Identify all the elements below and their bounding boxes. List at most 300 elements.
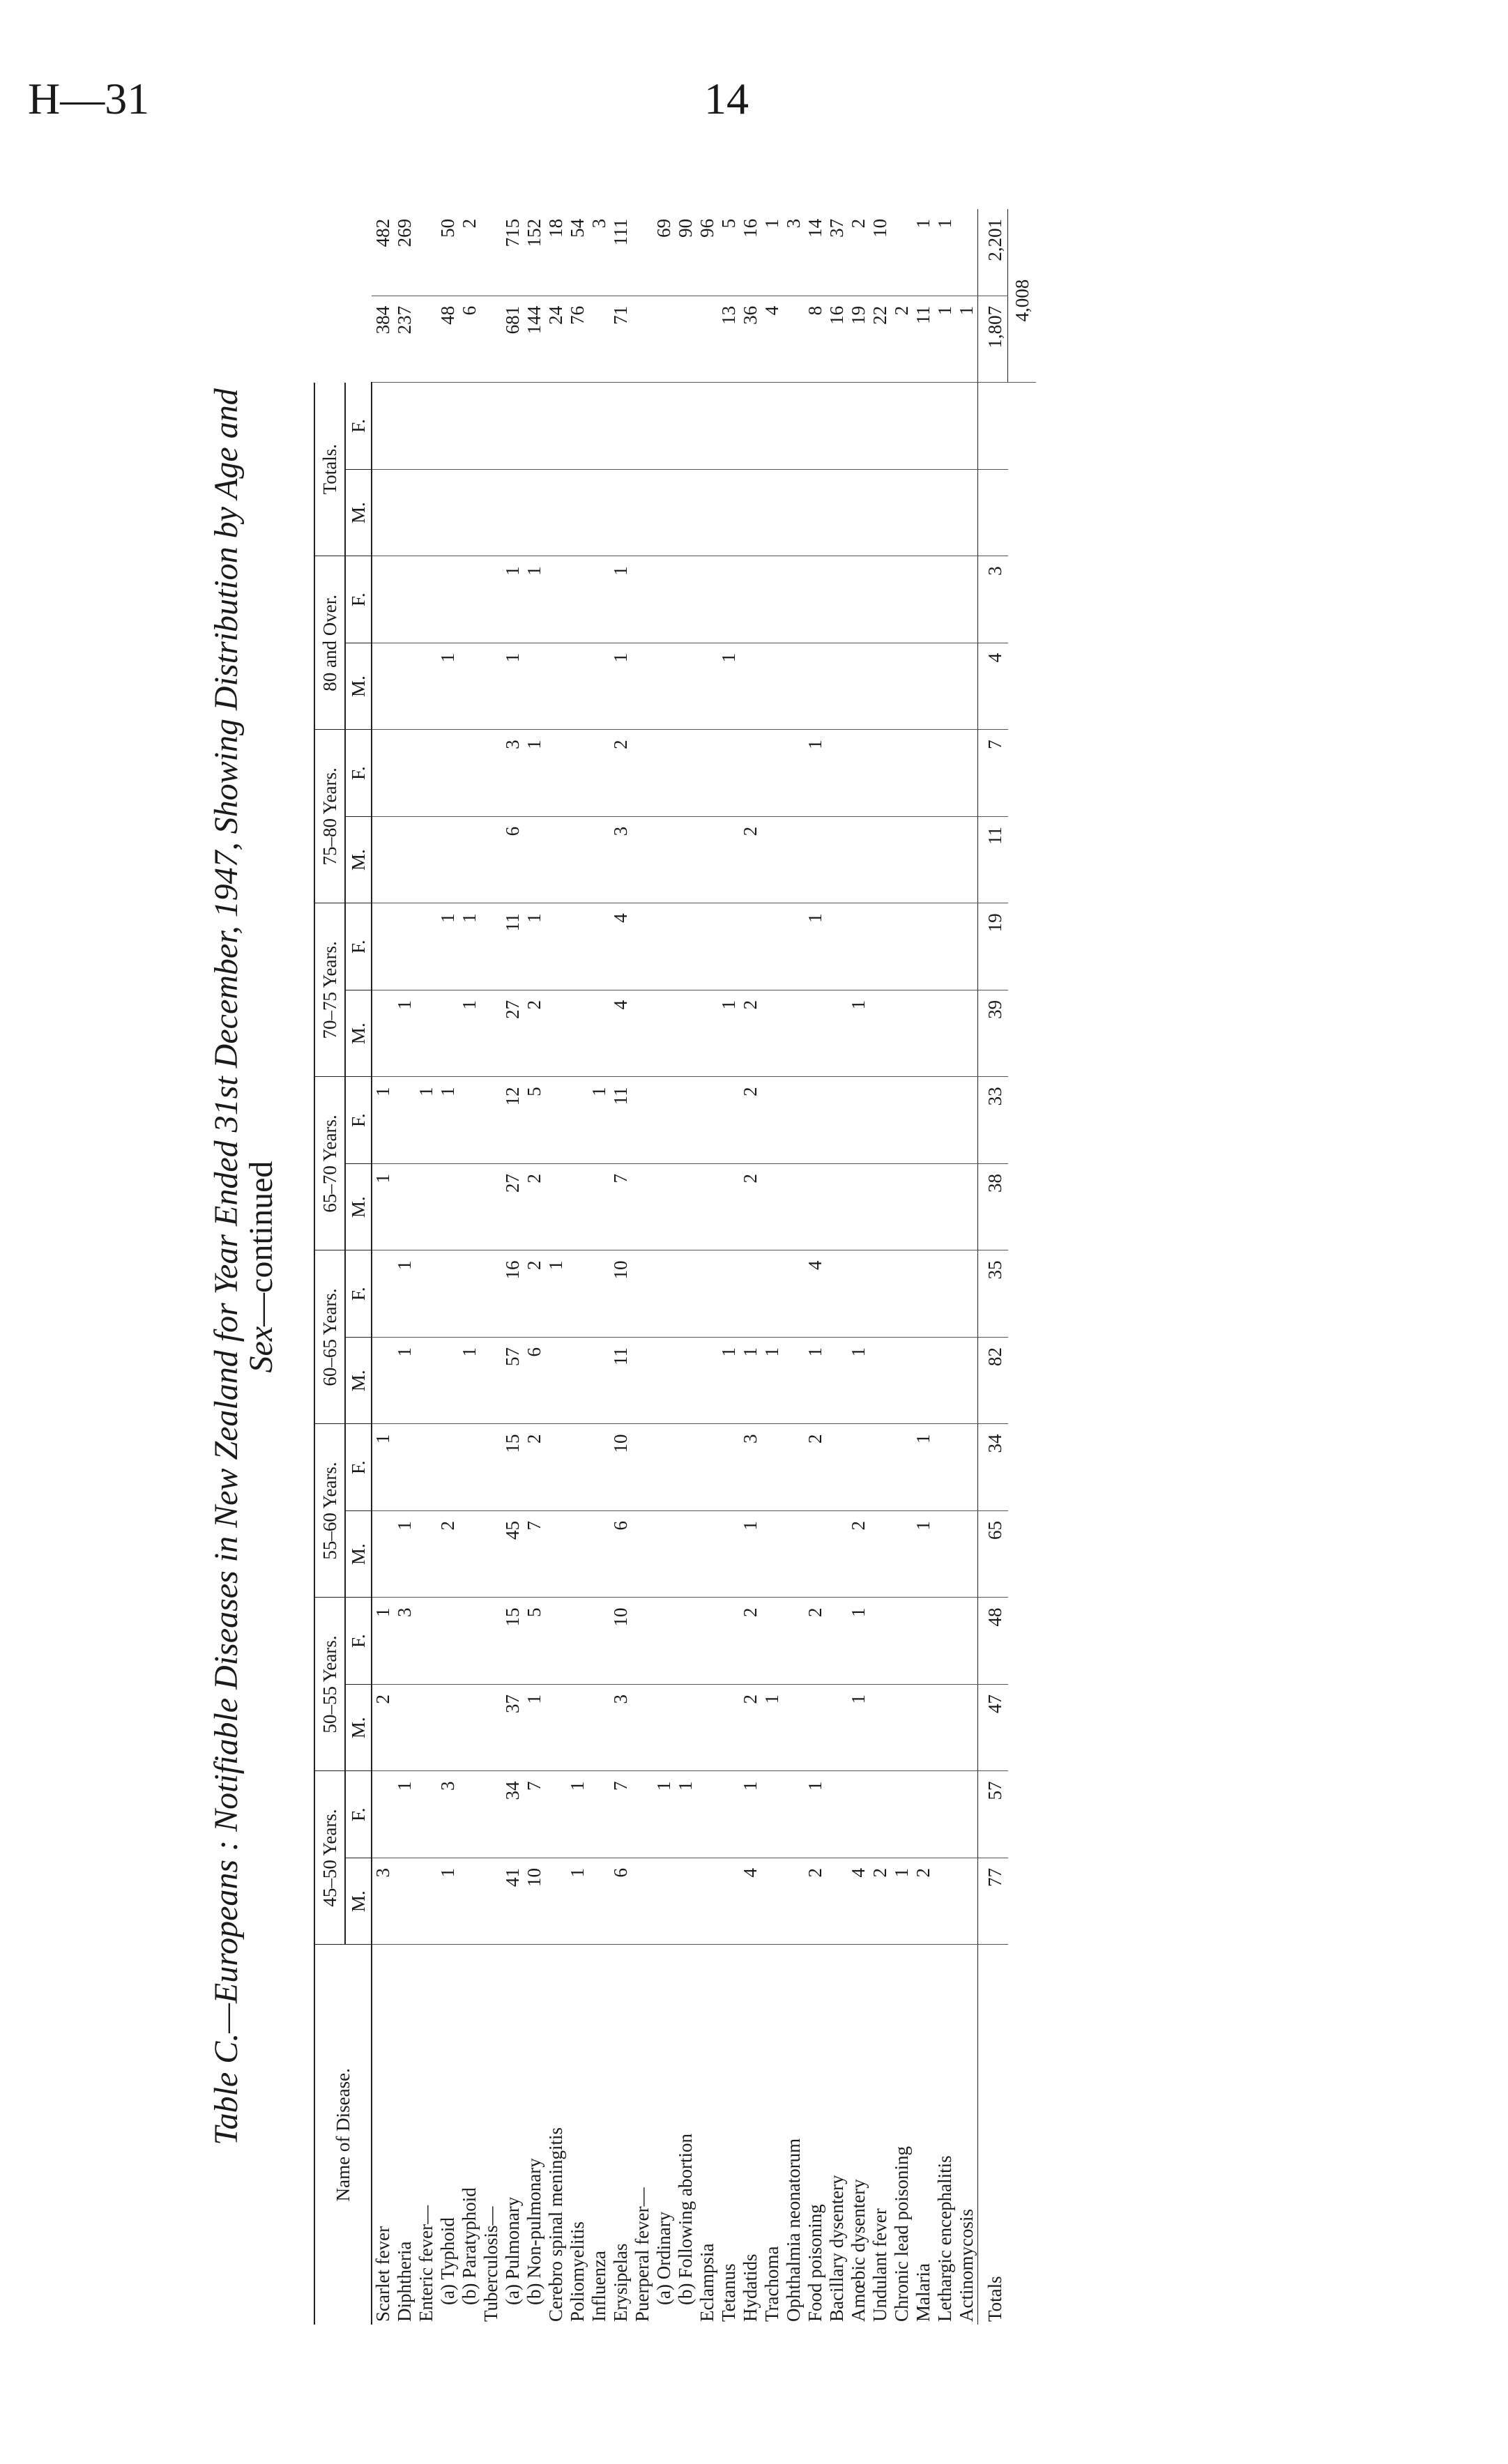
female-count-cell <box>675 1424 696 1511</box>
male-count-cell <box>869 816 891 903</box>
female-count-cell: 5 <box>524 1598 545 1685</box>
female-count-cell <box>372 1250 394 1338</box>
male-count-cell: 71 <box>610 296 632 383</box>
female-count-cell <box>891 556 913 643</box>
male-count-cell <box>718 1858 740 1945</box>
disease-name: Undulant fever <box>869 2208 890 2322</box>
male-count-cell <box>632 1684 653 1771</box>
totals-row <box>978 209 1008 2325</box>
male-count-cell <box>934 643 956 730</box>
female-count-cell: 15 <box>502 1424 524 1511</box>
male-count-cell <box>891 816 913 903</box>
female-header: F. <box>345 556 372 643</box>
female-count-cell <box>588 1424 610 1511</box>
female-count-cell: 35 <box>978 1250 1008 1338</box>
table-row <box>416 209 437 2325</box>
female-count-cell: 10 <box>610 1598 632 1685</box>
male-count-cell: 19 <box>848 296 869 383</box>
male-count-cell <box>826 990 848 1077</box>
male-count-cell <box>783 1684 805 1771</box>
female-count-cell <box>956 1250 978 1338</box>
female-count-cell <box>783 1598 805 1685</box>
male-count-cell: 4 <box>740 1858 761 1945</box>
male-count-cell <box>632 1337 653 1424</box>
female-count-cell <box>459 1771 480 1858</box>
female-count-cell: 11 <box>502 903 524 990</box>
female-count-cell: 1 <box>502 556 524 643</box>
female-count-cell <box>891 903 913 990</box>
male-count-cell: 76 <box>567 296 588 383</box>
male-count-cell <box>459 1684 480 1771</box>
female-header: F. <box>345 1424 372 1511</box>
female-count-cell <box>653 1424 675 1511</box>
table-row <box>740 209 761 2325</box>
female-count-cell: 7 <box>610 1771 632 1858</box>
female-count-cell <box>437 1424 459 1511</box>
female-count-cell: 1 <box>653 1771 675 1858</box>
male-count-cell <box>956 1510 978 1598</box>
female-count-cell: 1 <box>934 209 956 296</box>
female-count-cell <box>524 383 545 470</box>
page-reference: H—31 <box>28 74 150 123</box>
male-count-cell <box>588 990 610 1077</box>
male-count-cell <box>783 1510 805 1598</box>
male-count-cell: 1 <box>394 1337 416 1424</box>
male-count-cell <box>761 1510 783 1598</box>
female-count-cell <box>632 1424 653 1511</box>
male-count-cell <box>632 990 653 1077</box>
male-count-cell <box>653 643 675 730</box>
female-count-cell <box>913 1598 934 1685</box>
female-count-cell: 37 <box>826 209 848 296</box>
table-row <box>891 209 913 2325</box>
female-count-cell <box>610 383 632 470</box>
age-group-header: 75–80 Years. <box>314 730 345 903</box>
male-count-cell <box>545 1684 567 1771</box>
female-count-cell: 1 <box>545 1250 567 1338</box>
female-count-cell <box>437 1250 459 1338</box>
female-count-cell <box>653 1250 675 1338</box>
male-count-cell <box>848 816 869 903</box>
female-count-cell <box>913 903 934 990</box>
female-count-cell <box>632 1771 653 1858</box>
female-count-cell <box>761 730 783 817</box>
male-count-cell: 4 <box>610 990 632 1077</box>
female-count-cell <box>437 556 459 643</box>
male-count-cell <box>653 1163 675 1250</box>
female-count-cell <box>416 209 437 296</box>
female-count-cell <box>740 903 761 990</box>
female-count-cell <box>934 1598 956 1685</box>
female-count-cell <box>934 556 956 643</box>
male-count-cell <box>567 990 588 1077</box>
female-count-cell <box>545 1077 567 1164</box>
age-group-header: 70–75 Years. <box>314 903 345 1077</box>
female-count-cell <box>761 1424 783 1511</box>
male-count-cell <box>934 1858 956 1945</box>
female-count-cell: 2 <box>740 1598 761 1685</box>
male-count-cell <box>913 816 934 903</box>
female-count-cell: 3 <box>978 556 1008 643</box>
female-count-cell <box>675 903 696 990</box>
female-count-cell: 482 <box>372 209 394 296</box>
female-header: F. <box>345 1771 372 1858</box>
male-count-cell <box>567 1337 588 1424</box>
male-count-cell: 1 <box>740 1510 761 1598</box>
male-count-cell <box>588 816 610 903</box>
female-count-cell <box>848 1424 869 1511</box>
male-count-cell <box>913 1163 934 1250</box>
male-count-cell <box>718 816 740 903</box>
male-count-cell <box>913 990 934 1077</box>
female-count-cell <box>459 383 480 470</box>
female-count-cell <box>653 903 675 990</box>
female-count-cell <box>394 1077 416 1164</box>
table-row <box>675 209 696 2325</box>
female-count-cell: 2,201 <box>978 209 1008 296</box>
male-count-cell <box>545 990 567 1077</box>
male-count-cell <box>459 1163 480 1250</box>
female-count-cell <box>696 383 718 470</box>
male-count-cell <box>416 469 437 556</box>
caption-title-line2 <box>244 209 279 2325</box>
female-count-cell <box>956 209 978 296</box>
male-count-cell <box>632 1858 653 1945</box>
male-count-cell <box>826 643 848 730</box>
male-count-cell <box>653 816 675 903</box>
female-count-cell <box>848 1771 869 1858</box>
male-count-cell: 1 <box>718 1337 740 1424</box>
male-count-cell: 6 <box>459 296 480 383</box>
male-count-cell <box>718 469 740 556</box>
female-count-cell <box>891 1771 913 1858</box>
female-count-cell <box>372 903 394 990</box>
female-count-cell <box>459 730 480 817</box>
table-row <box>653 209 675 2325</box>
table-row <box>524 209 545 2325</box>
female-count-cell <box>761 1077 783 1164</box>
female-count-cell <box>588 903 610 990</box>
male-count-cell <box>956 1684 978 1771</box>
male-count-cell <box>913 1684 934 1771</box>
age-group-header: 55–60 Years. <box>314 1424 345 1598</box>
male-count-cell <box>761 1163 783 1250</box>
female-count-cell <box>696 903 718 990</box>
female-count-cell <box>632 1077 653 1164</box>
male-header: M. <box>345 1163 372 1250</box>
male-count-cell <box>696 1858 718 1945</box>
female-count-cell <box>869 1077 891 1164</box>
disease-name: (a) Pulmonary <box>502 2196 523 2305</box>
female-count-cell: 2 <box>459 209 480 296</box>
male-count-cell <box>740 643 761 730</box>
female-count-cell <box>869 903 891 990</box>
male-count-cell: 27 <box>502 1163 524 1250</box>
female-count-cell: 34 <box>978 1424 1008 1511</box>
male-count-cell <box>372 1337 394 1424</box>
female-count-cell <box>416 1250 437 1338</box>
female-count-cell <box>934 1077 956 1164</box>
female-count-cell <box>675 556 696 643</box>
female-count-cell: 10 <box>610 1424 632 1511</box>
male-count-cell <box>567 816 588 903</box>
male-count-cell <box>416 1510 437 1598</box>
female-count-cell <box>394 903 416 990</box>
female-count-cell: 3 <box>783 209 805 296</box>
male-count-cell <box>891 1510 913 1598</box>
female-header: F. <box>345 903 372 990</box>
male-count-cell: 16 <box>826 296 848 383</box>
male-count-cell <box>718 1163 740 1250</box>
female-count-cell <box>934 1250 956 1338</box>
female-count-cell <box>891 730 913 817</box>
male-count-cell <box>891 1337 913 1424</box>
female-count-cell <box>956 1077 978 1164</box>
female-count-cell: 2 <box>610 730 632 817</box>
grand-total: 4,008 <box>1008 209 1037 383</box>
female-count-cell: 7 <box>978 730 1008 817</box>
female-count-cell: 1 <box>805 903 826 990</box>
male-count-cell <box>567 1510 588 1598</box>
male-count-cell <box>761 816 783 903</box>
male-count-cell <box>740 469 761 556</box>
table-row <box>826 209 848 2325</box>
disease-name: Hydatids <box>740 2253 761 2322</box>
female-count-cell <box>653 383 675 470</box>
male-count-cell: 1 <box>567 1858 588 1945</box>
male-count-cell <box>567 1684 588 1771</box>
disease-name: Tetanus <box>718 2263 739 2322</box>
female-count-cell: 2 <box>524 1250 545 1338</box>
disease-name: Trachoma <box>761 2246 782 2322</box>
male-count-cell <box>869 643 891 730</box>
female-count-cell <box>869 1424 891 1511</box>
female-count-cell: 1 <box>394 1250 416 1338</box>
table-row <box>372 209 394 2325</box>
female-count-cell <box>459 1598 480 1685</box>
female-count-cell <box>718 730 740 817</box>
female-count-cell <box>783 1250 805 1338</box>
male-count-cell <box>675 816 696 903</box>
female-count-cell <box>826 1424 848 1511</box>
female-count-cell: 1 <box>805 730 826 817</box>
male-count-cell <box>588 643 610 730</box>
disease-name: Puerperal fever— <box>632 2187 653 2322</box>
male-count-cell: 2 <box>372 1684 394 1771</box>
female-count-cell: 1 <box>437 903 459 990</box>
male-count-cell <box>588 1684 610 1771</box>
caption-title: Table C.—Europeans : Notifiable Diseases in New Zealand for Year Ended 31st December, 1947, Showing Distribution by Age and <box>208 388 245 2145</box>
male-count-cell: 1 <box>502 643 524 730</box>
female-count-cell <box>567 730 588 817</box>
male-count-cell: 3 <box>372 1858 394 1945</box>
disease-name: (a) Typhoid <box>437 2217 458 2305</box>
female-count-cell <box>480 383 502 470</box>
female-count-cell <box>718 383 740 470</box>
table-row <box>869 209 891 2325</box>
female-count-cell <box>869 556 891 643</box>
disease-name: Food poisoning <box>805 2204 825 2322</box>
male-count-cell <box>416 296 437 383</box>
male-count-cell: 2 <box>740 1684 761 1771</box>
male-count-cell <box>459 1510 480 1598</box>
male-count-cell <box>588 469 610 556</box>
male-count-cell <box>891 1684 913 1771</box>
female-count-cell <box>567 556 588 643</box>
male-count-cell: 27 <box>502 990 524 1077</box>
male-count-cell <box>632 1163 653 1250</box>
female-count-cell <box>913 556 934 643</box>
male-count-cell <box>653 1858 675 1945</box>
male-count-cell <box>696 296 718 383</box>
male-count-cell: 1 <box>718 990 740 1077</box>
female-count-cell <box>632 903 653 990</box>
female-count-cell: 16 <box>740 209 761 296</box>
female-count-cell <box>869 1250 891 1338</box>
female-count-cell <box>675 1077 696 1164</box>
disease-name: Cerebro spinal meningitis <box>545 2127 566 2322</box>
male-count-cell <box>632 816 653 903</box>
female-count-cell <box>372 556 394 643</box>
female-count-cell <box>761 556 783 643</box>
male-count-cell <box>869 469 891 556</box>
male-count-cell <box>675 990 696 1077</box>
male-count-cell <box>610 469 632 556</box>
disease-name: Influenza <box>588 2251 609 2322</box>
male-count-cell: 2 <box>891 296 913 383</box>
male-count-cell <box>675 1337 696 1424</box>
female-count-cell: 1 <box>848 1598 869 1685</box>
female-count-cell <box>891 1077 913 1164</box>
male-count-cell: 45 <box>502 1510 524 1598</box>
male-count-cell <box>696 469 718 556</box>
female-count-cell: 111 <box>610 209 632 296</box>
male-count-cell <box>869 990 891 1077</box>
female-count-cell: 4 <box>610 903 632 990</box>
male-count-cell <box>480 1163 502 1250</box>
male-count-cell: 4 <box>848 1858 869 1945</box>
male-count-cell: 11 <box>610 1337 632 1424</box>
table-row <box>718 209 740 2325</box>
female-count-cell: 16 <box>502 1250 524 1338</box>
male-count-cell <box>653 1684 675 1771</box>
male-count-cell <box>416 816 437 903</box>
female-count-cell: 10 <box>610 1250 632 1338</box>
female-count-cell <box>416 730 437 817</box>
female-count-cell: 1 <box>913 1424 934 1511</box>
female-count-cell <box>718 1598 740 1685</box>
female-count-cell <box>848 1250 869 1338</box>
male-count-cell <box>545 469 567 556</box>
female-count-cell <box>437 1598 459 1685</box>
male-count-cell: 65 <box>978 1510 1008 1598</box>
female-count-cell: 14 <box>805 209 826 296</box>
male-count-cell <box>480 1510 502 1598</box>
male-count-cell: 2 <box>524 1163 545 1250</box>
male-count-cell <box>826 1337 848 1424</box>
male-count-cell <box>783 1163 805 1250</box>
male-count-cell <box>524 816 545 903</box>
female-count-cell <box>848 730 869 817</box>
female-count-cell: 1 <box>372 1424 394 1511</box>
male-count-cell <box>934 1684 956 1771</box>
female-count-cell: 1 <box>567 1771 588 1858</box>
female-count-cell: 11 <box>610 1077 632 1164</box>
male-count-cell: 10 <box>524 1858 545 1945</box>
male-count-cell: 237 <box>394 296 416 383</box>
female-count-cell <box>913 1077 934 1164</box>
female-count-cell <box>567 903 588 990</box>
male-count-cell <box>869 1510 891 1598</box>
disease-name: Erysipelas <box>610 2243 631 2322</box>
male-count-cell: 3 <box>610 1684 632 1771</box>
female-count-cell <box>869 730 891 817</box>
female-count-cell <box>567 1077 588 1164</box>
male-header: M. <box>345 1684 372 1771</box>
female-count-cell <box>934 1771 956 1858</box>
table-row <box>480 209 502 2325</box>
male-count-cell <box>956 469 978 556</box>
female-count-cell <box>826 1598 848 1685</box>
male-count-cell: 2 <box>913 1858 934 1945</box>
female-count-cell <box>740 383 761 470</box>
female-count-cell <box>783 730 805 817</box>
male-count-cell <box>372 469 394 556</box>
male-count-cell <box>459 1858 480 1945</box>
female-header: F. <box>345 1077 372 1164</box>
female-count-cell <box>783 383 805 470</box>
male-count-cell <box>826 1684 848 1771</box>
female-count-cell <box>502 383 524 470</box>
female-count-cell <box>675 1598 696 1685</box>
female-count-cell <box>740 1250 761 1338</box>
male-count-cell <box>545 643 567 730</box>
male-count-cell <box>934 1163 956 1250</box>
male-count-cell: 7 <box>610 1163 632 1250</box>
male-count-cell: 4 <box>761 296 783 383</box>
male-count-cell: 1 <box>437 643 459 730</box>
male-count-cell: 37 <box>502 1684 524 1771</box>
female-count-cell: 33 <box>978 1077 1008 1164</box>
female-count-cell <box>480 1598 502 1685</box>
grand-total-row <box>1008 209 1037 2325</box>
male-count-cell <box>934 469 956 556</box>
male-count-cell <box>653 990 675 1077</box>
disease-name: Eclampsia <box>696 2243 717 2322</box>
female-count-cell: 90 <box>675 209 696 296</box>
female-header: F. <box>345 383 372 470</box>
female-count-cell: 1 <box>372 1077 394 1164</box>
female-count-cell <box>891 209 913 296</box>
female-count-cell <box>545 556 567 643</box>
male-count-cell: 2 <box>740 990 761 1077</box>
female-count-cell <box>934 730 956 817</box>
female-count-cell <box>588 383 610 470</box>
male-count-cell <box>416 1337 437 1424</box>
disease-name: (b) Paratyphoid <box>459 2187 480 2305</box>
female-count-cell <box>394 1424 416 1511</box>
female-count-cell <box>826 556 848 643</box>
female-count-cell <box>826 1250 848 1338</box>
table-row <box>934 209 956 2325</box>
male-count-cell <box>848 643 869 730</box>
male-count-cell <box>653 469 675 556</box>
male-count-cell <box>913 469 934 556</box>
female-count-cell <box>372 1771 394 1858</box>
female-count-cell <box>934 903 956 990</box>
male-count-cell <box>480 1858 502 1945</box>
table-row <box>437 209 459 2325</box>
